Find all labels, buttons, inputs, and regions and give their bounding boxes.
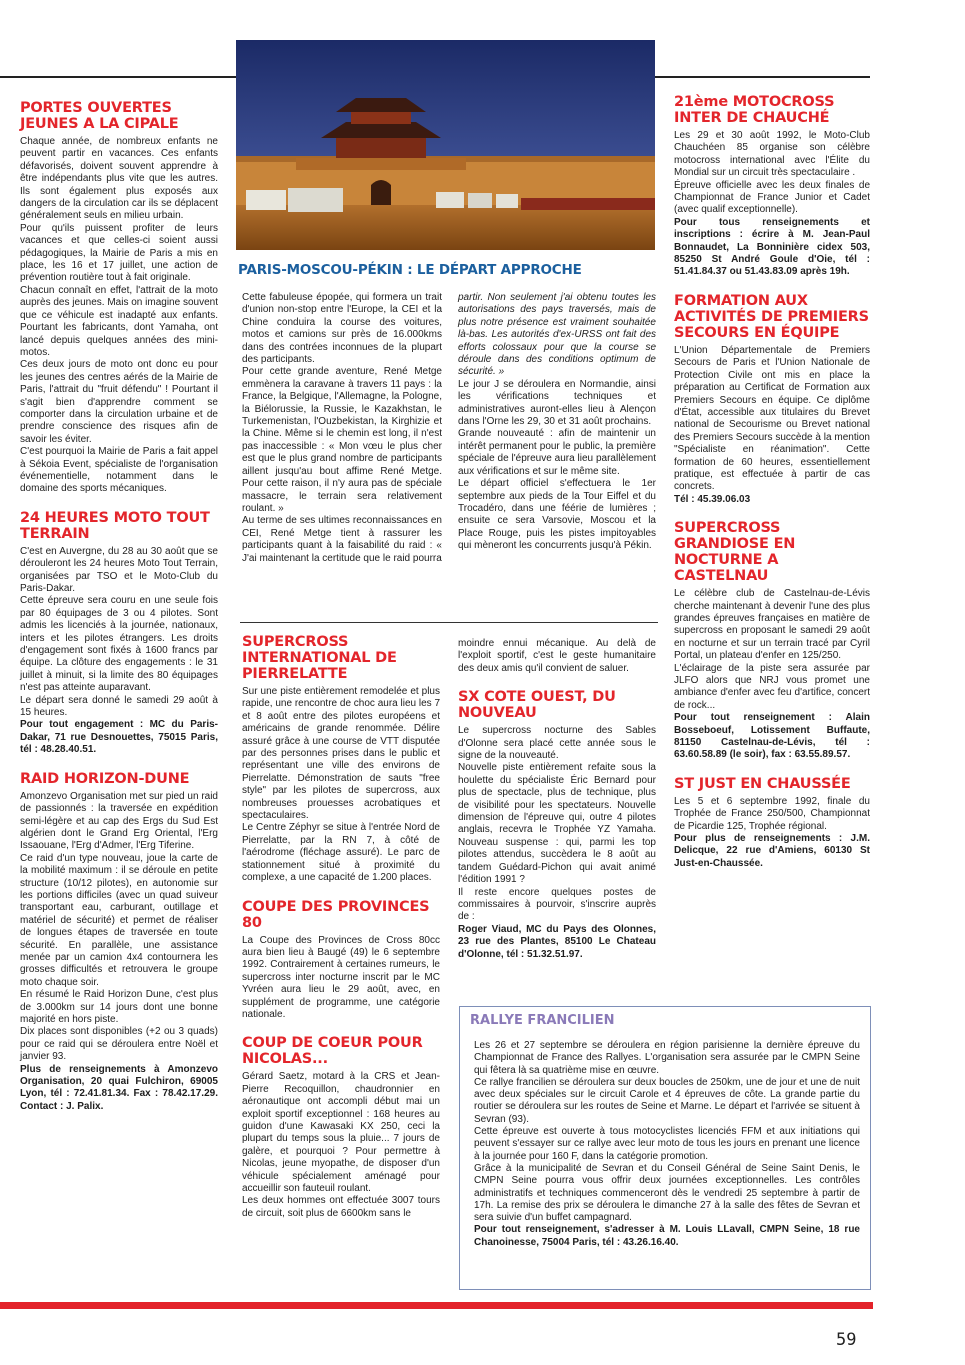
section-title: PORTES OUVERTES JEUNES A LA CIPALE — [20, 100, 179, 132]
paragraph: Épreuve officielle avec les deux finales de Championnat de France Junior et Cadet (avec qualif exceptionnelle). — [674, 179, 870, 216]
paragraph: Ce rallye francilien se déroulera sur deux boucles de 250km, une de jour et une de nuit avec deux spéciales sur le circuit Carole et 4 épreuves de côte. La grande partie du routier se déroulera sur les routes de Seine et Marne. Le départ et l'arrivée se situent à Sevran (93). — [474, 1076, 860, 1125]
paragraph: Grande nouveauté : afin de maintenir un intérêt permanent pour le public, la première spéciale de l'épreuve aura lieu parallèlement aux vérifications et sur le même site. — [458, 428, 656, 477]
section-title: RAID HORIZON-DUNE — [20, 770, 190, 787]
paragraph: Au terme de ses ultimes reconnaissances en CEI, René Metge tient à rassurer les participants quant à la faisabilité du raid : « J'ai maintenant la certitude que le raid pourra — [242, 515, 442, 564]
section-portes — [20, 100, 218, 496]
paragraph: En résumé le Raid Horizon Dune, c'est plus de 3.000km sur 14 jours dont une bonne majorité en hors piste. — [20, 989, 218, 1025]
paragraph: Gérard Saetz, motard à la CRS et Jean-Pierre Recoquillon, chaudronnier en aéronautique ont accompli début mai un exploit sportif exceptionnel : 168 heures au guidon d'une Kawasaki KX 250, ceci la plupart du temps sous la pluie... 7 jours de galère, et pourquoi ? Pour permettre à Nicolas, jeune myopathe, de disposer d'un véhicule spécialement aménagé pour accueillir son fauteuil roulant. — [242, 1071, 440, 1194]
page-number: 59 — [836, 1330, 857, 1350]
section-pierrelatte — [242, 634, 440, 885]
paragraph: Ce raid d'un type nouveau, joue la carte de la mobilité maximum : il se déroule en petite structure (10/12 pilotes), en autonomie sur les portions difficiles (avec un quad suiveur transportant eau, carburant, outillage et matériel de sécurité) et permet de réaliser de longues étapes de traversée en toute sécurité. En parallèle, une assistance menée par un camion 4x4 contournera les grosses difficultés et retrouvera le groupe moto chaque soir. — [20, 852, 218, 988]
footer-red-bar — [0, 1302, 873, 1309]
section-title: COUPE DES PROVINCES 80 — [242, 898, 430, 931]
top-rule-right — [655, 76, 870, 78]
section-title: SX COTE OUEST, DU NOUVEAU — [458, 689, 616, 722]
contact-info: Pour tout renseignement, s'adresser à M. Louis LLavall, CMPN Seine, 18 rue Chanoinesse, 75004 Paris, tél : 43.26.16.40. — [474, 1224, 860, 1248]
paragraph: Ces deux jours de moto ont donc eu pour les jeunes des centres aérés de la Mairie de Paris, l'attrait du "fruit défendu" ! Pourtant il s'agit bien d'apprendre comment se comporter dans la circulation urbaine et de prendre conscience des risques afin de savoir les éviter. — [20, 359, 218, 445]
contact-info: Pour tout renseignement : Alain Bosseboeuf, Lotissement Buffaute, 81150 Castelnau-de-Lévis, tél : 63.60.58.89 (le soir), fax : 63.55.89.57. — [674, 712, 870, 761]
paragraph: Le supercross nocturne des Sables d'Olonne sera placé cette année sous le signe de la nouveauté. — [458, 725, 656, 762]
paragraph: La Coupe des Provinces de Cross 80cc aura bien lieu à Baugé (49) le 6 septembre 1992. Contrairement à certaines rumeurs, le supercross inter nocturne inscrit par le MC Yvréen aura lieu le 29 août, avec, en supplément de programme, une catégorie nationale. — [242, 934, 440, 1020]
paragraph: moindre ennui mécanique. Au delà de l'exploit sportif, c'est le geste humanitaire des deux amis qu'il convient de saluer. — [458, 638, 656, 674]
divider — [240, 622, 658, 623]
section-castelnau — [674, 520, 870, 762]
paragraph: Le Centre Zéphyr se situe à l'entrée Nord de Pierrelatte, par la RN 7, à côté de l'aérodrome (fléchage assuré). Le parc de stationnement situé à proximité du complexe, a une capacité de 1.200 places. — [242, 822, 440, 884]
contact-info: Tél : 45.39.06.03 — [674, 493, 751, 505]
paragraph: C'est en Auvergne, du 28 au 30 août que se dérouleront les 24 heures Moto Tout Terrain, organisées par TSO et le Moto-Club du Paris-Dakar. — [20, 545, 218, 594]
middle-column-right — [458, 638, 656, 975]
right-column — [674, 94, 870, 884]
rallye-title: RALLYE FRANCILIEN — [470, 1013, 615, 1028]
paragraph: Dix places sont disponibles (+2 ou 3 quads) pour ce raid qui se déroulera entre Noël et janvier 93. — [20, 1026, 218, 1063]
section-title: FORMATION AUX ACTIVITÉS DE PREMIERS SECOURS EN ÉQUIPE — [674, 292, 869, 341]
paragraph: Cette épreuve sera couru en une seule fois par 80 équipages de 3 ou 4 pilotes. Sont admis les licenciés à la journée, nationaux, inters et les pilotes étrangers. Les droits d'engagement sont fixés à 1600 francs par équipe. La clôture des engagements : le 31 juillet à minuit, si la limite des 80 équipages n'est pas atteinte auparavant. — [20, 595, 218, 694]
contact-info: Pour tous renseignements et inscriptions : écrire à M. Jean-Paul Bonnaudet, La Bonninière cidex 503, 85250 St André Goule d'Oie, tél : 51.41.84.37 ou 51.43.83.09 après 19h. — [674, 216, 870, 278]
section-title: 21ème MOTOCROSS INTER DE CHAUCHÉ — [674, 94, 835, 126]
section-chauche — [674, 94, 870, 279]
paragraph: Sur une piste entièrement remodelée et plus rapide, une rencontre de choc aura lieu les 7 et 8 août entre des pilotes européens et américains de grande renommée. Délire assuré grâce à une course de VTT disputée par des personnes prises dans le public et représentant une ville des environs de Pierrelatte. Démonstration de sauts "free style" par les pilotes de supercross, aux nombreuses prouesses acrobatiques et spectaculaires. — [242, 686, 440, 822]
paragraph: Le célèbre club de Castelnau-de-Lévis cherche maintenant à devenir l'une des plus grandes épreuves françaises en matière de supercross en proposant le samedi 29 août en nocturne et sur un terrain tracé par Cyril Portal, un plateau d'enfer en 125/250. — [674, 588, 870, 662]
paragraph: Les 5 et 6 septembre 1992, finale du Trophée de France 250/500, Championnat de Picardie 125, Trophée régional. — [674, 795, 870, 832]
paragraph: Grâce à la municipalité de Sevran et du Conseil Général de Seine Saint Denis, le CMPN Seine pourra vous offrir deux journées exceptionnelles. Les contrôles administratifs et techniques commenceront dès le vendredi 25 septembre à partir de 17h. La remise des prix se déroulera le dimanche 27 à la salle des fêtes de Sevran et sera suivie d'un buffet campagnard. — [474, 1162, 860, 1224]
paragraph: Le jour J se déroulera en Normandie, ainsi les vérifications techniques et administratives auront-elles lieu à Alençon dans l'Orne les 29, 30 et 31 août prochains. — [458, 378, 656, 428]
paragraph: Il reste encore quelques postes de commissaires à pourvoir, s'inscrire auprès de : — [458, 886, 656, 923]
section-provinces — [242, 899, 440, 1022]
paragraph: Pour qu'ils puissent profiter de leurs vacances et que celles-ci soient aussi pédagogiques, la Mairie de Paris a mis en place, les 16 et 17 juillet, une action de prévention routière tout à fait originale. — [20, 222, 218, 284]
paragraph: L'éclairage de la piste sera assurée par JLFO alors que NRJ vous promet une ambiance d'enfer avec feu d'artifice, concert de rock... — [674, 662, 870, 711]
paris-column-2 — [458, 292, 656, 553]
section-title: ST JUST EN CHAUSSÉE — [674, 775, 851, 792]
paragraph: Le départ officiel s'effectuera le 1er septembre aux pieds de la Tour Eiffel et du Trocadéro, dans une féérie de lumières ; ensuite ce sera Varsovie, Moscou et la Place Rouge, puis les pistes impitoyables qui mèneront les concurrents jusqu'à Pékin. — [458, 478, 656, 552]
paragraph: Cette fabuleuse épopée, qui formera un trait d'union non-stop entre l'Europe, la CEI et la Chine conduira la course des voitures, motos et camions sur près de 16.000kms dans des contrées inconnues de la plupart des participants. — [242, 292, 442, 366]
section-title-paris: PARIS-MOSCOU-PÉKIN : LE DÉPART APPROCHE — [238, 262, 582, 278]
section-24heures — [20, 510, 218, 757]
paragraph: Les 26 et 27 septembre se déroulera en région parisienne la dernière épreuve du Championnat de France des Rallyes. L'organisation sera assurée par le CMPN Seine qui fêtera là sa quatrième mise en œuvre. — [474, 1040, 860, 1076]
section-title: SUPERCROSS INTERNATIONAL DE PIERRELATTE — [242, 634, 397, 682]
contact-info: Roger Viaud, MC du Pays des Olonnes, 23 rue des Plantes, 85100 Le Chateau d'Olonne, tél : 51.32.51.97. — [458, 923, 656, 960]
section-sx — [458, 689, 656, 961]
paragraph: Pour cette grande aventure, René Metge emmènera la caravane à travers 11 pays : la France, la Belgique, l'Allemagne, la Pologne, la Biélorussie, la Russie, le Kazakhstan, le Turkemenistan, l'Ouzbekistan, la Kirghizie et la Chine. Même si le chemin est long, il n'est pas inaccessible : « Mon vœu le plus cher est que le plus grand nombre de participants aillent jusqu'au bout affime René Metge. Pour cette raison, il n'y aura pas de spéciale massacre, le terrain sera relativement roulant. » — [242, 366, 442, 514]
section-title: COUP DE COEUR POUR NICOLAS... — [242, 1035, 423, 1068]
section-stjust — [674, 776, 870, 870]
contact-info: Plus de renseignements à Amonzevo Organisation, 20 quai Fulchiron, 69005 Lyon, tél : 72.41.81.34. Fax : 78.42.17.29. Contact : J. Palix. — [20, 1063, 218, 1112]
contact-info: Pour tout engagement : MC du Paris-Dakar, 71 rue Desnouettes, 75015 Paris, tél : 48.28.40.51. — [20, 719, 218, 756]
paragraph: Amonzevo Organisation met sur pied un raid de passionnés : la traversée en expédition semi-légère et au cap des Ergs du Sud Est algérien dont le Grand Erg Oriental, l'Erg Issaouane, l'Erg d'Admer, l'Erg Tiferine. — [20, 790, 218, 852]
section-formation — [674, 293, 870, 506]
section-title: 24 HEURES MOTO TOUT TERRAIN — [20, 509, 210, 542]
paragraph: Chaque année, de nombreux enfants ne peuvent partir en vacances. Ces enfants défavorisés, doivent souvent apprendre à être indépendants plus vite que les autres. Ils sont également plus exposés aux dangers de la circulation car ils se déplacent généralement seuls en milieu urbain. — [20, 136, 218, 222]
paragraph: L'Union Départementale de Premiers Secours de Paris et l'Union Nationale de Protection Civile ont mis en place la préparation au Certificat de Formation aux Premiers Secours en équipe. Ce diplôme d'État, accessible aux titulaires du Brevet national de Secourisme ou Brevet national des Premiers Secours succède à la mention "Spécialiste en réanimation". Cette formation de 60 heures, essentiellement pratique, est effectuée à partir de cas concrets. — [674, 344, 870, 493]
top-rule-left — [0, 76, 236, 78]
paragraph: Nouvelle piste entièrement refaite sous la houlette du spécialiste Éric Bernard pour plus de spectacle, plus de technique, plus de visibilité pour les spectateurs. Nouvelle dimension de l'épreuve qui, outre 4 pilotes anglais, recevra le Trophée YZ Yamaha. Nouveau suspense : qui, parmi les top pilotes attendus, succèdera le 8 août au tandem Guédard-Pichon qui avait animé l'édition 1991 ? — [458, 762, 656, 886]
middle-column-left — [242, 634, 440, 1234]
section-title: SUPERCROSS GRANDIOSE EN NOCTURNE A CASTELNAU — [674, 520, 796, 585]
section-raid — [20, 771, 218, 1114]
paragraph: Cette épreuve est ouverte à tous motocyclistes licenciés FFM et aux initiations qui peuvent s'essayer sur ce rallye avec leur moto de tous les jours en prenant une licence à la journée pour 160 F, dans la catégorie promotion. — [474, 1126, 860, 1162]
paragraph: C'est pourquoi la Mairie de Paris a fait appel à Sékoia Event, spécialiste de l'organisation événementielle, notamment dans le domaine des sports mécaniques. — [20, 446, 218, 495]
paragraph: Les deux hommes ont effectuée 3007 tours de circuit, soit plus de 6600km sans le — [242, 1195, 440, 1219]
section-coeur — [242, 1035, 440, 1220]
rallye-body — [474, 1040, 860, 1249]
contact-info: Pour plus de renseignements : J.M. Delicque, 22 rue d'Amiens, 60130 St Just-en-Chaussée. — [674, 833, 870, 869]
expedition-photo — [236, 40, 655, 250]
left-column — [20, 100, 218, 1127]
paragraph: Le départ sera donné le samedi 29 août à 15 heures. — [20, 694, 218, 719]
paragraph: Chacun connaît en effet, l'attrait de la moto auprès des jeunes. Mais on imagine souvent que ce véhicule est inadapté aux enfants. Pourtant les fabricants, dont Yamaha, ont lancé depuis quelques années des mini-motos. — [20, 284, 218, 358]
paragraph: Les 29 et 30 août 1992, le Moto-Club Chauchéen 85 organise son célèbre motocross international avec l'Élite du Mondial sur un circuit très spectaculaire . — [674, 130, 870, 179]
paris-column-1 — [242, 292, 442, 565]
paragraph: partir. Non seulement j'ai obtenu toutes les autorisations des pays traversés, mais de plus notre présence est vraiment souhaitée là-bas. Les autorités d'ex-URSS ont fait des efforts colossaux pour que la course se déroule dans des conditions optimum de sécurité. » — [458, 292, 656, 378]
